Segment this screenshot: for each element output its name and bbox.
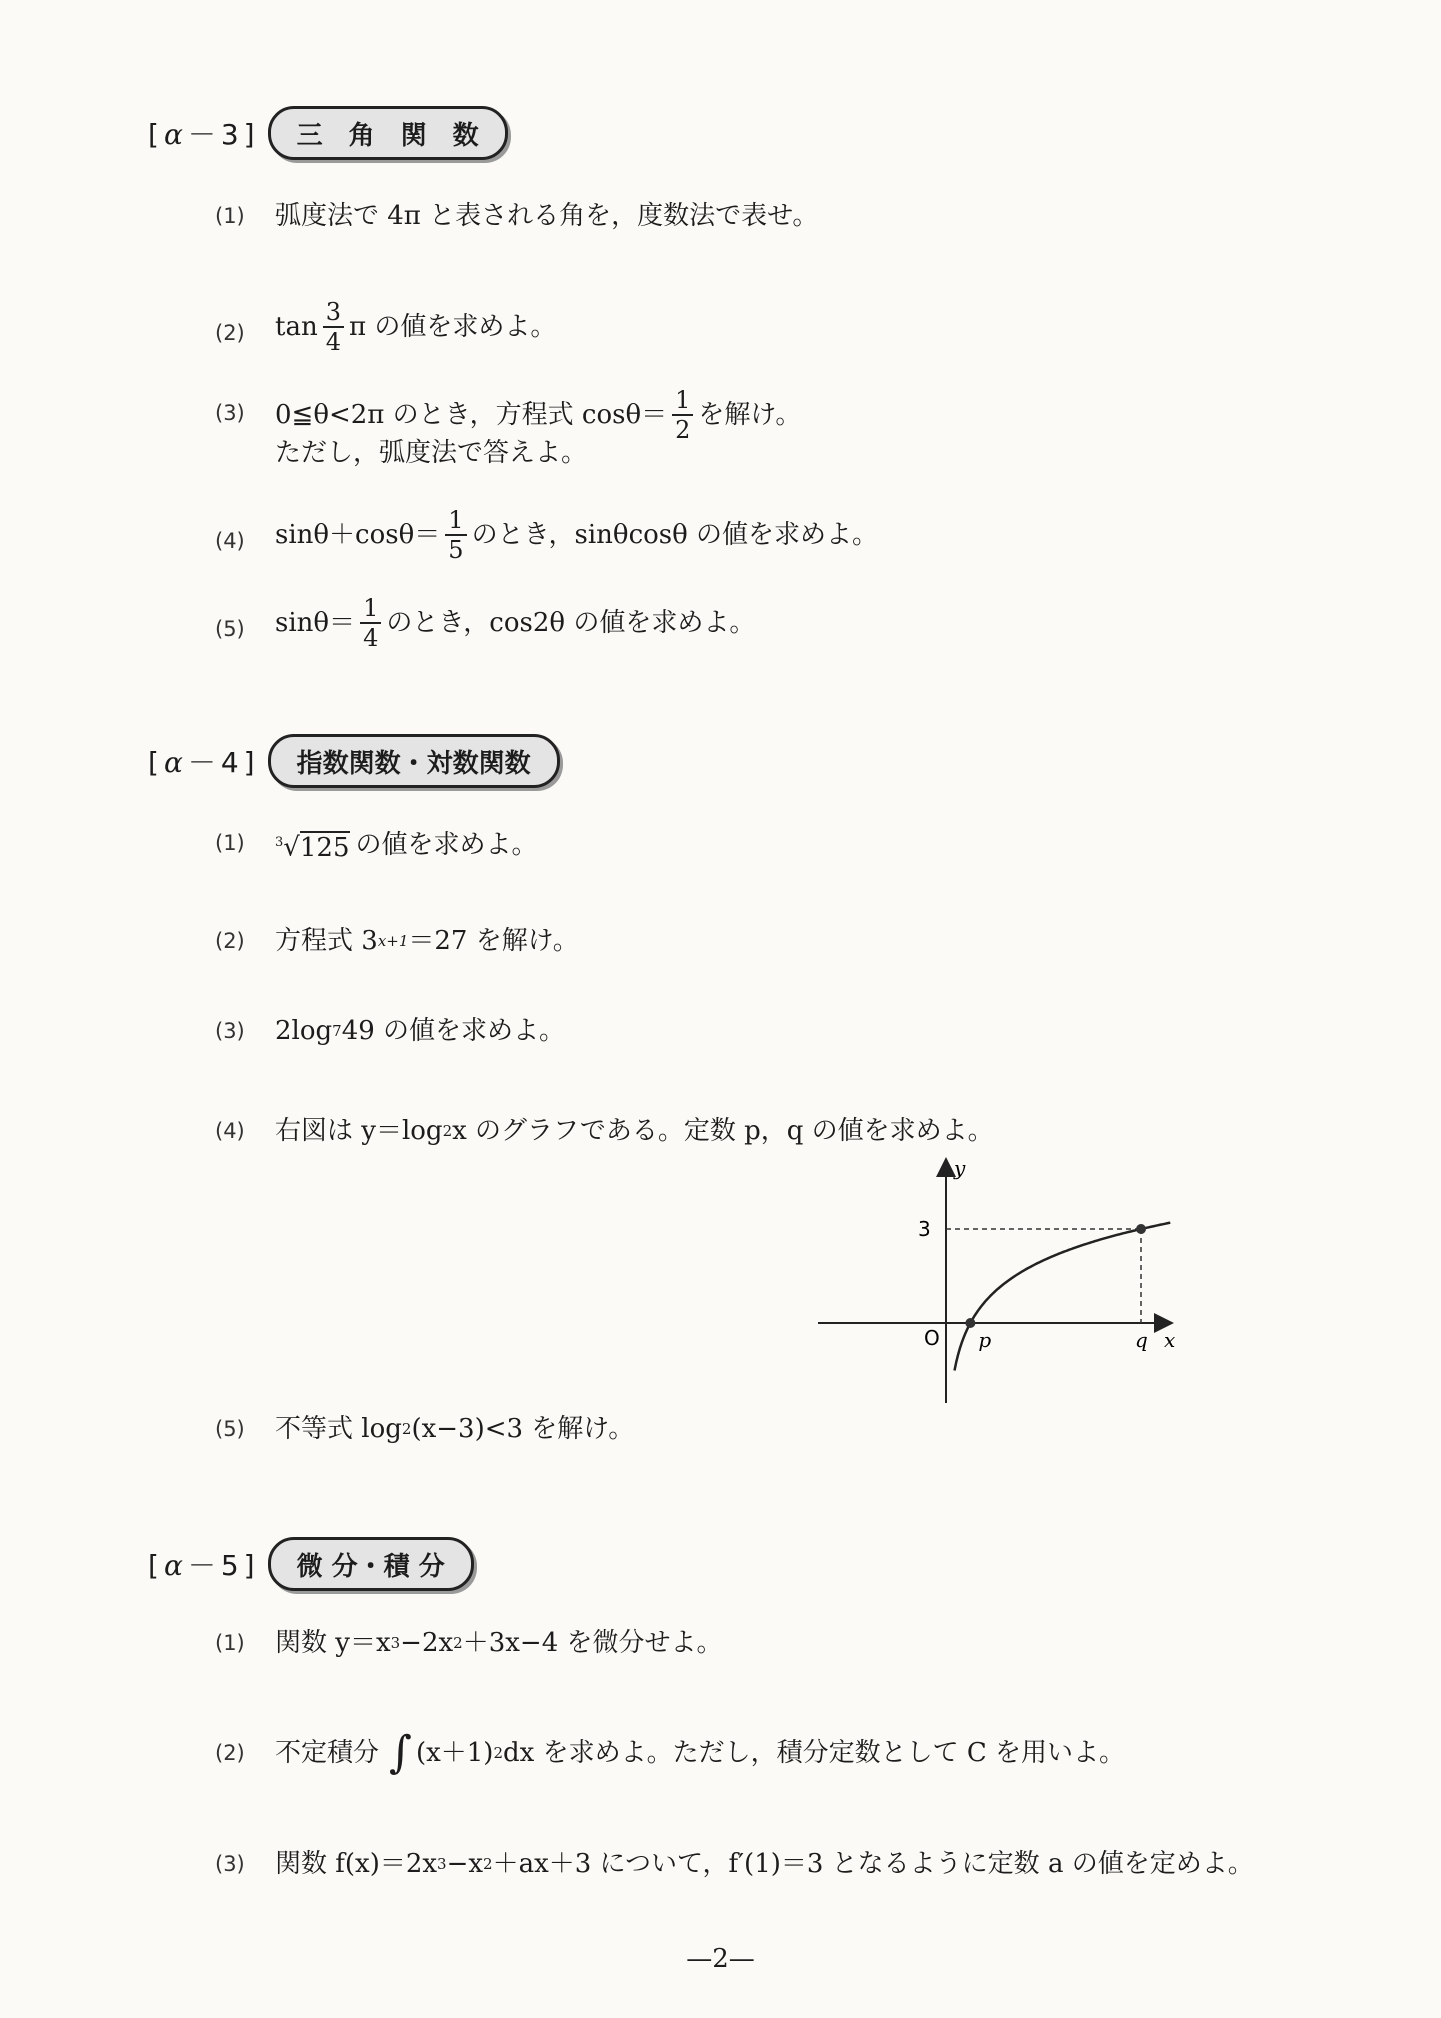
- question-number: (2): [215, 1741, 245, 1765]
- section-header-exp-log: [148, 734, 560, 788]
- question-text: 関数 f(x)＝2x 3 −x 2 ＋ax＋3 について，f′(1)＝3 となるように定数 a の値を定めよ。: [275, 1849, 1254, 1879]
- point-p: [965, 1318, 975, 1328]
- question-text: 弧度法で 4π と表される角を，度数法で表せ。: [275, 201, 819, 231]
- y-tick-label: 3: [918, 1217, 931, 1241]
- question-text: sinθ＝ $\frac{1}{4}$ のとき，cos2θ の値を求めよ。: [275, 594, 756, 652]
- question-number: (2): [215, 321, 245, 345]
- page-number: —2—: [686, 1944, 755, 1974]
- question-text: $^3$√125 の値を求めよ。: [275, 826, 538, 865]
- y-axis-label: y: [954, 1156, 966, 1180]
- point-q: [1136, 1224, 1146, 1234]
- question-text: sinθ＋cosθ＝ $\frac{1}{5}$ のとき，sinθcosθ の値を求めよ。: [275, 506, 879, 564]
- question-number: (3): [215, 1019, 245, 1043]
- question-text: 方程式 3 x+1 ＝27 を解け。: [275, 926, 579, 956]
- cube-root: $^3$√125: [275, 832, 350, 863]
- question-number: (4): [215, 529, 245, 553]
- question-number: (1): [215, 831, 245, 855]
- question-text: tan $\frac{3}{4}$ π の値を求めよ。: [275, 298, 557, 356]
- x-axis-label: x: [1164, 1328, 1176, 1352]
- origin-label: O: [924, 1326, 940, 1350]
- integral-sign: ∫: [389, 1727, 412, 1778]
- section-title: 指数関数・対数関数: [268, 734, 560, 788]
- question-text: 2log 7 49 の値を求めよ。: [275, 1016, 566, 1046]
- question-number: (5): [215, 1417, 245, 1441]
- fraction: $\frac{1}{4}$: [360, 594, 381, 652]
- question-number: (4): [215, 1119, 245, 1143]
- question-number: (1): [215, 204, 245, 228]
- question-text: 不等式 log 2 (x−3)<3 を解け。: [275, 1414, 635, 1444]
- section-number: [α－3]: [148, 118, 260, 151]
- q-label: q: [1135, 1328, 1148, 1352]
- section-number: [α－4]: [148, 746, 260, 779]
- question-number: (1): [215, 1631, 245, 1655]
- section-header-calculus: [148, 1537, 474, 1591]
- log-graph: [818, 1155, 1178, 1405]
- fraction: $\frac{3}{4}$: [323, 298, 344, 356]
- section-number: [α－5]: [148, 1549, 260, 1582]
- question-number: (3): [215, 401, 245, 425]
- section-title: 微 分・積 分: [268, 1537, 474, 1591]
- section-header-trig: [148, 106, 508, 160]
- p-label: p: [978, 1328, 992, 1352]
- fraction: $\frac{1}{5}$: [445, 506, 466, 564]
- question-text: 右図は y＝log 2 x のグラフである。定数 p，q の値を求めよ。: [275, 1116, 994, 1146]
- question-text: 0≦θ<2π のとき，方程式 cosθ＝ $\frac{1}{2}$ を解け。 ただし，弧度法で答えよ。: [275, 386, 802, 468]
- section-title: 三 角 関 数: [268, 106, 508, 160]
- question-text: 不定積分 ∫ (x＋1) 2 dx を求めよ。ただし，積分定数として C を用いよ。: [275, 1727, 1125, 1778]
- question-number: (2): [215, 929, 245, 953]
- question-text: 関数 y＝x 3 −2x 2 ＋3x−4 を微分せよ。: [275, 1628, 723, 1658]
- question-number: (5): [215, 617, 245, 641]
- fraction: $\frac{1}{2}$: [672, 386, 693, 444]
- question-number: (3): [215, 1852, 245, 1876]
